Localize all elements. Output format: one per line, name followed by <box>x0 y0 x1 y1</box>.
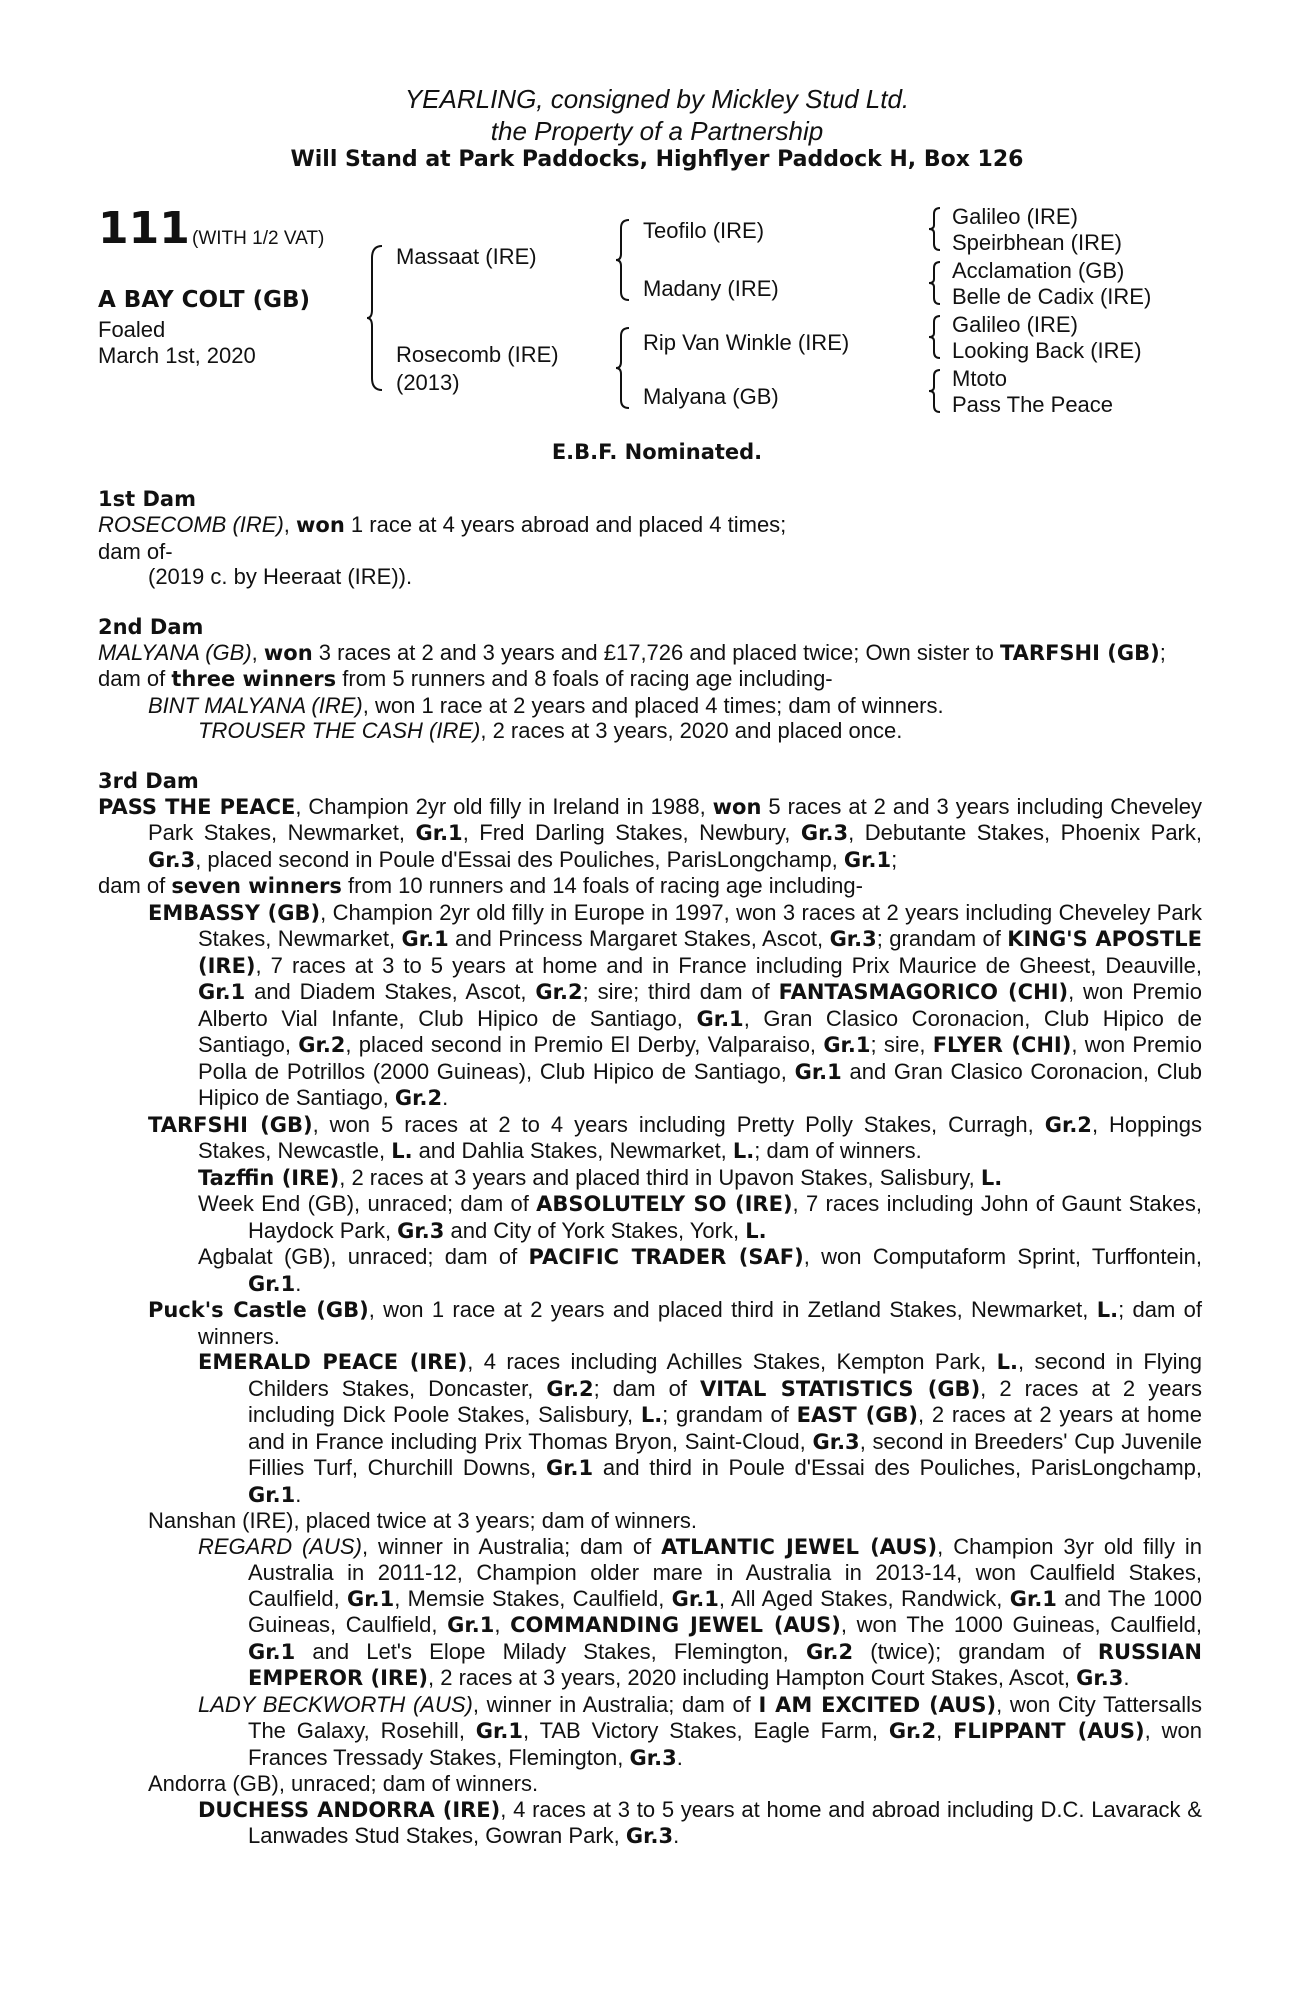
pedigree-sire-dam: Madany (IRE) <box>643 276 779 301</box>
pedigree-ggp: Looking Back (IRE) <box>952 338 1142 363</box>
ebf-nomination: E.B.F. Nominated. <box>551 440 763 464</box>
produce-entry-lady-beckworth: LADY BECKWORTH (AUS), winner in Australia; dam of I AM EXCITED (AUS), won City Tattersalls The Galaxy, Rosehill, Gr.1, TAB Victory Stakes, Eagle Farm, Gr.2, FLIPPANT (AUS), won Frances Tressady Stakes, Flemington, Gr.3. <box>198 1691 1202 1770</box>
produce-entry-agbalat: Agbalat (GB), unraced; dam of PACIFIC TRADER (SAF), won Computaform Sprint, Turffontein, Gr.1. <box>198 1244 1202 1296</box>
pedigree-brace-sire <box>615 218 631 302</box>
second-dam-record: MALYANA (GB), won 3 races at 2 and 3 years and £17,726 and placed twice; Own sister to TARFSHI (GB); <box>98 639 1166 665</box>
pedigree-dam: Rosecomb (IRE) <box>396 342 559 367</box>
lot-number: 111 <box>98 203 190 254</box>
pedigree-brace-dam <box>615 326 631 410</box>
produce-entry-embassy: EMBASSY (GB), Champion 2yr old filly in Europe in 1997, won 3 races at 2 years including Cheveley Park Stakes, Newmarket, Gr.1 and Princess Margaret Stakes, Ascot, Gr.3; grandam of KING'S APOSTLE (IRE), 7 races at 3 to 5 years at home and in France including Prix Maurice de Gheest, Deauville, Gr.1 and Diadem Stakes, Ascot, Gr.2; sire; third dam of FANTASMAGORICO (CHI), won Premio Alberto Vial Infante, Club Hipico de Santiago, Gr.1, Gran Clasico Coronacion, Club Hipico de Santiago, Gr.2, placed second in Premio El Derby, Valparaiso, Gr.1; sire, FLYER (CHI), won Premio Polla de Potrillos (2000 Guineas), Club Hipico de Santiago, Gr.1 and Gran Clasico Coronacion, Club Hipico de Santiago, Gr.2. <box>148 899 1203 1110</box>
pedigree-brace-ggp2 <box>928 260 942 306</box>
first-dam-heading: 1st Dam <box>98 487 196 511</box>
pedigree-ggp: Mtoto <box>952 366 1008 391</box>
consignor-line: YEARLING, consigned by Mickley Stud Ltd. <box>404 84 910 114</box>
pedigree-dam-year: (2013) <box>396 370 460 395</box>
produce-entry: BINT MALYANA (IRE), won 1 race at 2 years and placed 4 times; dam of winners. <box>148 692 944 718</box>
stabling-line: Will Stand at Park Paddocks, Highflyer Paddock H, Box 126 <box>290 147 1024 172</box>
foaled-info <box>98 317 256 369</box>
horse-title: A BAY COLT (GB) <box>98 287 311 313</box>
produce-entry-tazffin: Tazffin (IRE), 2 races at 3 years and placed third in Upavon Stakes, Salisbury, L. <box>198 1164 1003 1190</box>
pedigree-brace-ggp4 <box>928 368 942 414</box>
produce-entry-pucks-castle: Puck's Castle (GB), won 1 race at 2 years and placed third in Zetland Stakes, Newmarket, L.; dam of winners. <box>148 1297 1202 1349</box>
produce-entry-duchess-andorra: DUCHESS ANDORRA (IRE), 4 races at 3 to 5 years at home and abroad including D.C. Lavarack & Lanwades Stud Stakes, Gowran Park, Gr.3. <box>198 1796 1202 1848</box>
foaled-date: March 1st, 2020 <box>98 343 256 368</box>
pedigree-ggp: Speirbhean (IRE) <box>952 230 1122 255</box>
property-line: the Property of a Partnership <box>490 116 824 146</box>
second-dam-produce-summary: dam of three winners from 5 runners and 8 foals of racing age including- <box>98 666 833 691</box>
pedigree-brace-ggp1 <box>928 206 942 252</box>
produce-entry: TROUSER THE CASH (IRE), 2 races at 3 years, 2020 and placed once. <box>198 718 903 743</box>
third-dam-record: PASS THE PEACE, Champion 2yr old filly in Ireland in 1988, won 5 races at 2 and 3 years including Cheveley Park Stakes, Newmarket, Gr.1, Fred Darling Stakes, Newbury, Gr.3, Debutante Stakes, Phoenix Park, Gr.3, placed second in Poule d'Essai des Pouliches, ParisLongchamp, Gr.1; <box>98 793 1203 872</box>
foaled-label: Foaled <box>98 317 166 342</box>
pedigree-dam-sire: Rip Van Winkle (IRE) <box>643 330 850 355</box>
vat-note: (WITH 1/2 VAT) <box>192 228 325 249</box>
pedigree-sire: Massaat (IRE) <box>396 244 537 269</box>
produce-entry-weekend: Week End (GB), unraced; dam of ABSOLUTELY SO (IRE), 7 races including John of Gaunt Stakes, Haydock Park, Gr.3 and City of York Stakes, York, L. <box>198 1191 1203 1243</box>
pedigree-ggp: Acclamation (GB) <box>952 258 1125 283</box>
pedigree-ggp: Belle de Cadix (IRE) <box>952 284 1152 309</box>
first-dam-record: ROSECOMB (IRE), won 1 race at 4 years abroad and placed 4 times; <box>98 512 787 537</box>
third-dam-heading: 3rd Dam <box>98 768 199 793</box>
pedigree-dam-dam: Malyana (GB) <box>643 384 779 409</box>
produce-entry-andorra: Andorra (GB), unraced; dam of winners. <box>148 1771 539 1796</box>
produce-entry-regard: REGARD (AUS), winner in Australia; dam of ATLANTIC JEWEL (AUS), Champion 3yr old filly in Australia in 2011-12, Champion older mare in Australia in 2013-14, won Caulfield Stakes, Caulfield, Gr.1, Memsie Stakes, Caulfield, Gr.1, All Aged Stakes, Randwick, Gr.1 and The 1000 Guineas, Caulfield, Gr.1, COMMANDING JEWEL (AUS), won The 1000 Guineas, Caulfield, Gr.1 and Let's Elope Milady Stakes, Flemington, Gr.2 (twice); grandam of RUSSIAN EMPEROR (IRE), 2 races at 3 years, 2020 including Hampton Court Stakes, Ascot, Gr.3. <box>198 1533 1202 1690</box>
pedigree-ggp: Galileo (IRE) <box>952 312 1078 337</box>
first-dam-foal: (2019 c. by Heeraat (IRE)). <box>148 564 413 589</box>
produce-record <box>98 486 1202 1850</box>
pedigree-brace-main <box>366 244 384 392</box>
first-dam-produce-label: dam of- <box>98 538 173 564</box>
produce-entry-nanshan: Nanshan (IRE), placed twice at 3 years; dam of winners. <box>148 1508 698 1533</box>
produce-entry-tarfshi: TARFSHI (GB), won 5 races at 2 to 4 years including Pretty Polly Stakes, Curragh, Gr.2, Hoppings Stakes, Newcastle, L. and Dahlia Stakes, Newmarket, L.; dam of winners. <box>148 1111 1202 1163</box>
third-dam-produce-summary: dam of seven winners from 10 runners and 14 foals of racing age including- <box>98 873 863 898</box>
pedigree-ggp: Galileo (IRE) <box>952 204 1078 229</box>
produce-entry-emerald-peace: EMERALD PEACE (IRE), 4 races including Achilles Stakes, Kempton Park, L., second in Flying Childers Stakes, Doncaster, Gr.2; dam of VITAL STATISTICS (GB), 2 races at 2 years including Dick Poole Stakes, Salisbury, L.; grandam of EAST (GB), 2 races at 2 years at home and in France including Prix Thomas Bryon, Saint-Cloud, Gr.3, second in Breeders' Cup Juvenile Fillies Turf, Churchill Downs, Gr.1 and third in Poule d'Essai des Pouliches, ParisLongchamp, Gr.1. <box>198 1349 1202 1507</box>
pedigree-sire-sire: Teofilo (IRE) <box>643 218 765 243</box>
pedigree-ggp: Pass The Peace <box>952 392 1114 417</box>
pedigree-brace-ggp3 <box>928 314 942 360</box>
second-dam-heading: 2nd Dam <box>98 614 204 639</box>
